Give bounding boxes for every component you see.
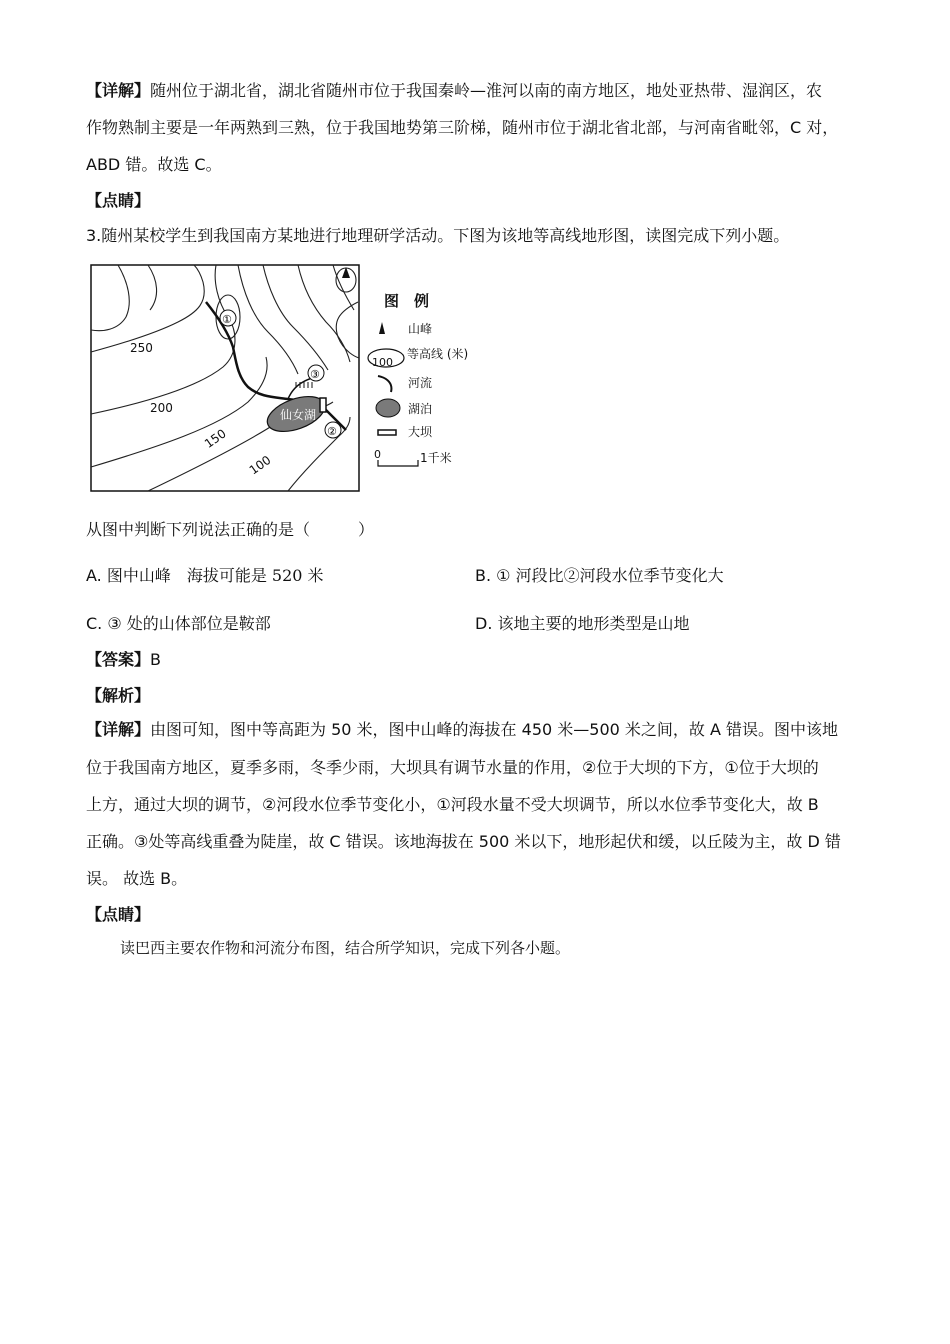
legend-lake: 湖泊 [408, 402, 433, 416]
legend-contour: 等高线 (米) [407, 347, 468, 361]
detail-paragraph-line [86, 81, 822, 101]
legend-scale-zero: 0 [374, 448, 381, 461]
contour-label: 250 [130, 341, 153, 355]
detail-paragraph-line: 作物熟制主要是一年两熟到三熟，位于我国地势第三阶梯，随州市位于湖北省北部，与河南省毗邻，C 对， [86, 118, 839, 137]
legend-river: 河流 [408, 376, 433, 390]
legend-peak-icon [379, 322, 385, 334]
legend-peak: 山峰 [408, 322, 433, 336]
marker-3: ③ [310, 368, 320, 381]
answer-line [86, 650, 161, 670]
dam-shape [320, 398, 326, 412]
legend-scale-unit: 1千米 [420, 451, 452, 465]
detail-paragraph-line: 误。 故选 B。 [86, 869, 188, 888]
lake-label: 仙女湖 [280, 408, 317, 422]
option-label: B. [475, 566, 492, 585]
legend-scale-bar [378, 460, 418, 466]
detail-paragraph-line: 正确。③处等高线重叠为陡崖，故 C 错误。该地海拔在 500 米以下，地形起伏和缓，以丘陵为主，故 D 错 [86, 832, 841, 851]
detail-paragraph-line: 位于我国南方地区，夏季多雨，冬季少雨，大坝具有调节水量的作用，②位于大坝的下方，①位于大坝的 [86, 758, 819, 777]
legend-lake-icon [376, 399, 400, 417]
option-label: A. [86, 566, 102, 585]
detail-text: 随州位于湖北省，湖北省随州市位于我国秦岭—淮河以南的南方地区，地处亚热带、湿润区，农 [150, 81, 823, 100]
detail-tag: 【详解】 [86, 81, 151, 100]
question-stem: 3.随州某校学生到我国南方某地进行地理研学活动。下图为该地等高线地形图，读图完成下列小题。 [86, 226, 790, 245]
marker-2: ② [327, 425, 337, 438]
contour-label: 200 [150, 401, 173, 415]
next-question-intro: 读巴西主要农作物和河流分布图，结合所学知识，完成下列各小题。 [120, 939, 571, 957]
option-text: ③ 处的山体部位是鞍部 [107, 614, 271, 633]
option-d [475, 614, 690, 634]
option-b [475, 566, 724, 586]
legend-river-icon [378, 376, 391, 392]
answer-value: B [150, 650, 161, 669]
analysis-tag: 【解析】 [86, 686, 151, 705]
detail-paragraph-line: 上方，通过大坝的调节，②河段水位季节变化小，①河段水量不受大坝调节，所以水位季节变化大，故 B [86, 795, 819, 814]
legend-dam: 大坝 [408, 425, 433, 439]
option-label: D. [475, 614, 493, 633]
dianjing-tag: 【点睛】 [86, 905, 151, 924]
detail-paragraph-line [86, 720, 838, 740]
option-label: C. [86, 614, 103, 633]
option-c [86, 614, 271, 634]
marker-1: ① [222, 313, 232, 326]
detail-text: 由图可知，图中等高距为 50 米，图中山峰的海拔在 450 米—500 米之间，故 A 错误。图中该地 [150, 720, 839, 739]
legend-dam-icon [378, 430, 396, 435]
detail-paragraph-line: ABD 错。故选 C。 [86, 155, 222, 174]
contour-map-figure [88, 262, 468, 494]
detail-tag: 【详解】 [86, 720, 151, 739]
question-prompt: 从图中判断下列说法正确的是（ ） [86, 520, 375, 539]
option-text: ① 河段比②河段水位季节变化大 [496, 566, 724, 585]
legend-contour-value: 100 [372, 356, 393, 369]
contour-label: 150 [201, 426, 229, 452]
answer-tag: 【答案】 [86, 650, 151, 669]
contour-map [88, 262, 468, 494]
option-a [86, 566, 324, 586]
contour-label: 100 [246, 452, 274, 478]
option-text: 图中山峰 海拔可能是 520 米 [106, 566, 324, 585]
legend-title: 图 例 [384, 292, 430, 310]
option-text: 该地主要的地形类型是山地 [497, 614, 690, 633]
dianjing-tag: 【点睛】 [86, 191, 151, 210]
